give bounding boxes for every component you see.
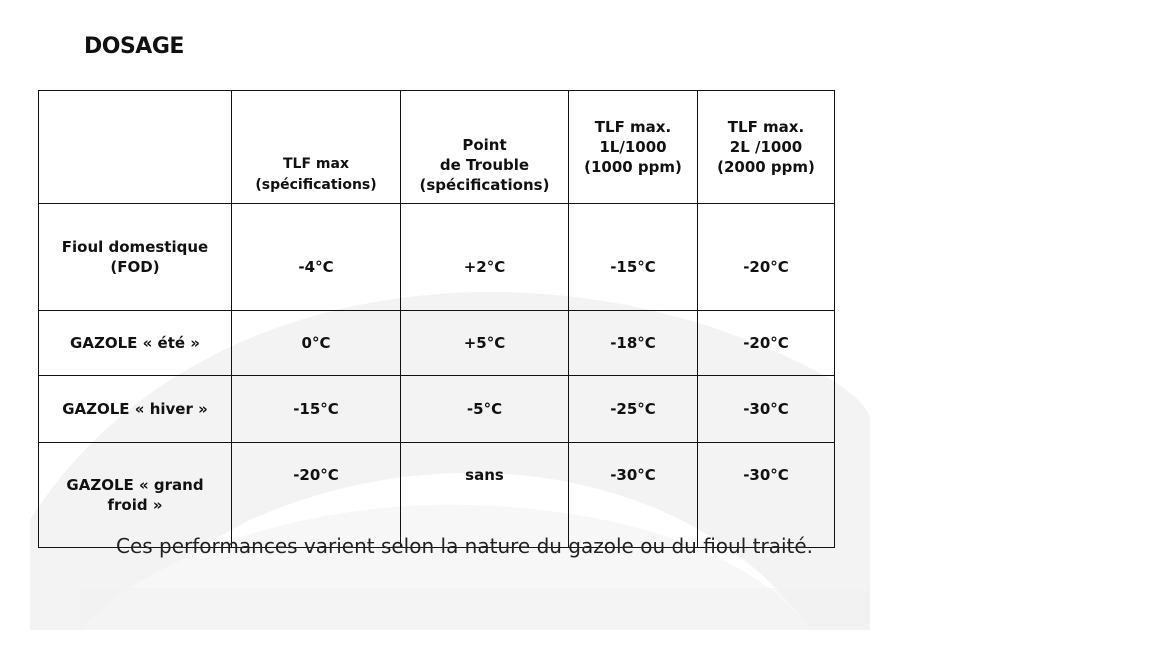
table-cell: -30°C: [698, 443, 835, 548]
table-row: [39, 376, 835, 443]
table-cell: -20°C: [232, 443, 401, 548]
row-label: GAZOLE « hiver »: [39, 376, 232, 443]
table-header-cell: Point de Trouble (spécifications): [401, 91, 569, 204]
table-cell: -20°C: [698, 311, 835, 376]
table-cell: +5°C: [401, 311, 569, 376]
table-cell: -25°C: [569, 376, 698, 443]
table-cell: -4°C: [232, 204, 401, 311]
table-cell: +2°C: [401, 204, 569, 311]
row-label: Fioul domestique (FOD): [39, 204, 232, 311]
table-cell: -18°C: [569, 311, 698, 376]
table-cell: -5°C: [401, 376, 569, 443]
table-cell: -20°C: [698, 204, 835, 311]
row-label: GAZOLE « grand froid »: [39, 443, 232, 548]
table-cell: 0°C: [232, 311, 401, 376]
table-header-cell: TLF max. 1L/1000 (1000 ppm): [569, 91, 698, 204]
table-cell: -30°C: [698, 376, 835, 443]
table-cell: -15°C: [569, 204, 698, 311]
table-header-cell: TLF max (spécifications): [232, 91, 401, 204]
table-row: [39, 311, 835, 376]
table-cell: -15°C: [232, 376, 401, 443]
row-label: GAZOLE « été »: [39, 311, 232, 376]
dosage-table: [38, 90, 835, 548]
table-cell: sans: [401, 443, 569, 548]
note-paragraph: Ces performances varient selon la nature du gazole ou du fioul traité.: [116, 534, 814, 558]
table-header-cell-corner: [39, 91, 232, 204]
page-title: DOSAGE: [84, 34, 184, 59]
table-header-row: [39, 91, 835, 204]
table-row: [39, 204, 835, 311]
table-header-cell: TLF max. 2L /1000 (2000 ppm): [698, 91, 835, 204]
table-cell: -30°C: [569, 443, 698, 548]
